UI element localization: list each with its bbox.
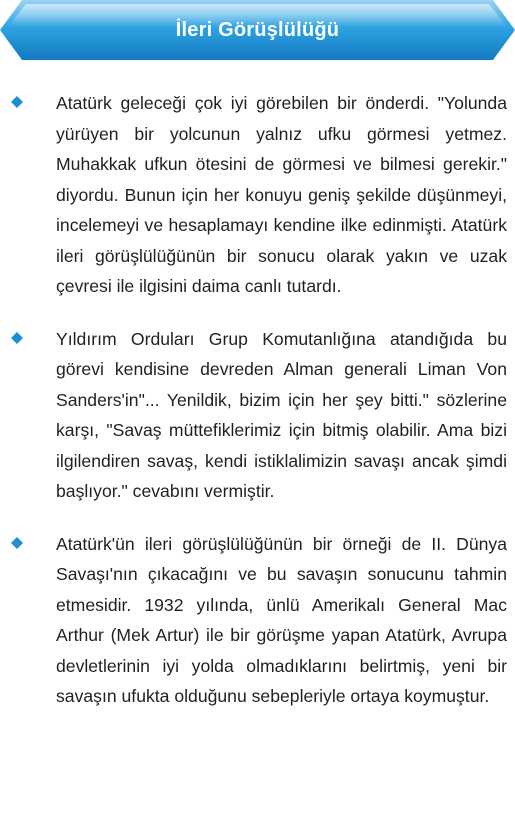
diamond-bullet-icon: [11, 332, 23, 344]
diamond-bullet-icon: [11, 537, 23, 549]
page-title: İleri Görüşlülüğü: [175, 19, 340, 41]
bullet-list: [0, 88, 515, 734]
title-banner: [0, 0, 515, 60]
paragraph-text: Yıldırım Orduları Grup Komutanlığına atandığıda bu görevi kendisine devreden Alman generali Liman Von Sanders'in"... Yenildik, bizim için her şey bitti." sözlerine karşı, "Savaş müttefiklerimiz için bitmiş olabilir. Ama bizi ilgilendiren savaş, kendi istiklalimizin savaşı ancak şimdi başlıyor." cevabını vermiştir.: [56, 328, 507, 501]
paragraph-text: Atatürk geleceği çok iyi görebilen bir önderdi. "Yolunda yürüyen bir yolcunun yalnız ufku görmesi yetmez. Muhakkak ufkun ötesini de görmesi ve bilmesi gerekir." diyordu. Bunun için her konuyu geniş şekilde düşünmeyi, incelemeyi ve hesaplamayı kendine ilke edinmişti. Atatürk ileri görüşlülüğünün bir sonucu olarak yakın ve uzak çevresi ile ilgisini daima canlı tutardı.: [56, 93, 507, 296]
list-item: [0, 529, 515, 712]
list-item: [0, 324, 515, 507]
paragraph-text: Atatürk'ün ileri görüşlülüğünün bir örneği de II. Dünya Savaşı'nın çıkacağını ve bu savaşın sonucunu tahmin etmesidir. 1932 yılında, ünlü Amerikalı General Mac Arthur (Mek Artur) ile bir görüşme yapan Atatürk, Avrupa devletlerinin iyi yolda olmadıklarını belirtmiş, yeni bir savaşın ufukta olduğunu sebepleriyle ortaya koymuştur.: [56, 533, 507, 706]
diamond-bullet-icon: [11, 96, 23, 108]
list-item: [0, 88, 515, 302]
